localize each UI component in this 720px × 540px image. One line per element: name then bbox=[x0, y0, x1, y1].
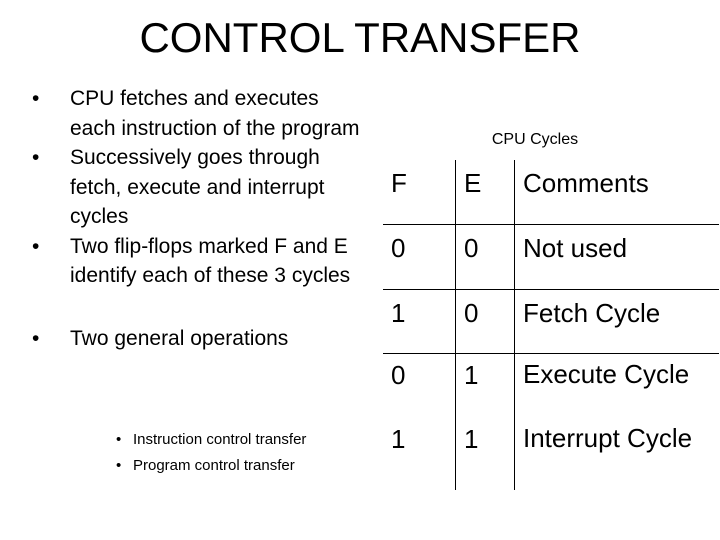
table-row bbox=[383, 422, 719, 490]
cpu-cycles-table bbox=[383, 160, 719, 490]
table-caption: CPU Cycles bbox=[491, 131, 579, 148]
bullet-item: • Two flip-flops marked F and E identify each of these 3 cycles bbox=[24, 232, 364, 291]
bullet-item: • Two general operations bbox=[24, 324, 364, 354]
table-cell: Fetch Cycle bbox=[515, 290, 720, 354]
table-cell: 1 bbox=[383, 422, 456, 490]
table-cell: 1 bbox=[456, 422, 515, 490]
sub-bullet-item: • Program control transfer bbox=[116, 453, 376, 479]
sub-bullet-item: • Instruction control transfer bbox=[116, 427, 376, 453]
table-header-row bbox=[383, 160, 719, 225]
header-cell-comments: Comments bbox=[515, 160, 720, 225]
table-row bbox=[383, 290, 719, 354]
table-cell: 0 bbox=[383, 354, 456, 423]
table-cell: 0 bbox=[456, 290, 515, 354]
bullet-item: • CPU fetches and executes each instruction of the program bbox=[24, 84, 364, 143]
table-row bbox=[383, 354, 719, 423]
table-row bbox=[383, 225, 719, 290]
slide-title: CONTROL TRANSFER bbox=[139, 14, 581, 61]
sub-bullet-list bbox=[116, 427, 376, 479]
table-cell: 0 bbox=[383, 225, 456, 290]
bullet-item: • Successively goes through fetch, execute and interrupt cycles bbox=[24, 143, 364, 232]
table-cell: 0 bbox=[456, 225, 515, 290]
table-cell: 1 bbox=[456, 354, 515, 423]
header-cell-e: E bbox=[456, 160, 515, 225]
table-cell: 1 bbox=[383, 290, 456, 354]
table-cell: Execute Cycle bbox=[523, 359, 690, 389]
table-cell: Not used bbox=[515, 225, 720, 290]
bullet-list bbox=[24, 84, 364, 353]
header-cell-f: F bbox=[383, 160, 456, 225]
table-cell: Interrupt Cycle bbox=[523, 423, 693, 453]
